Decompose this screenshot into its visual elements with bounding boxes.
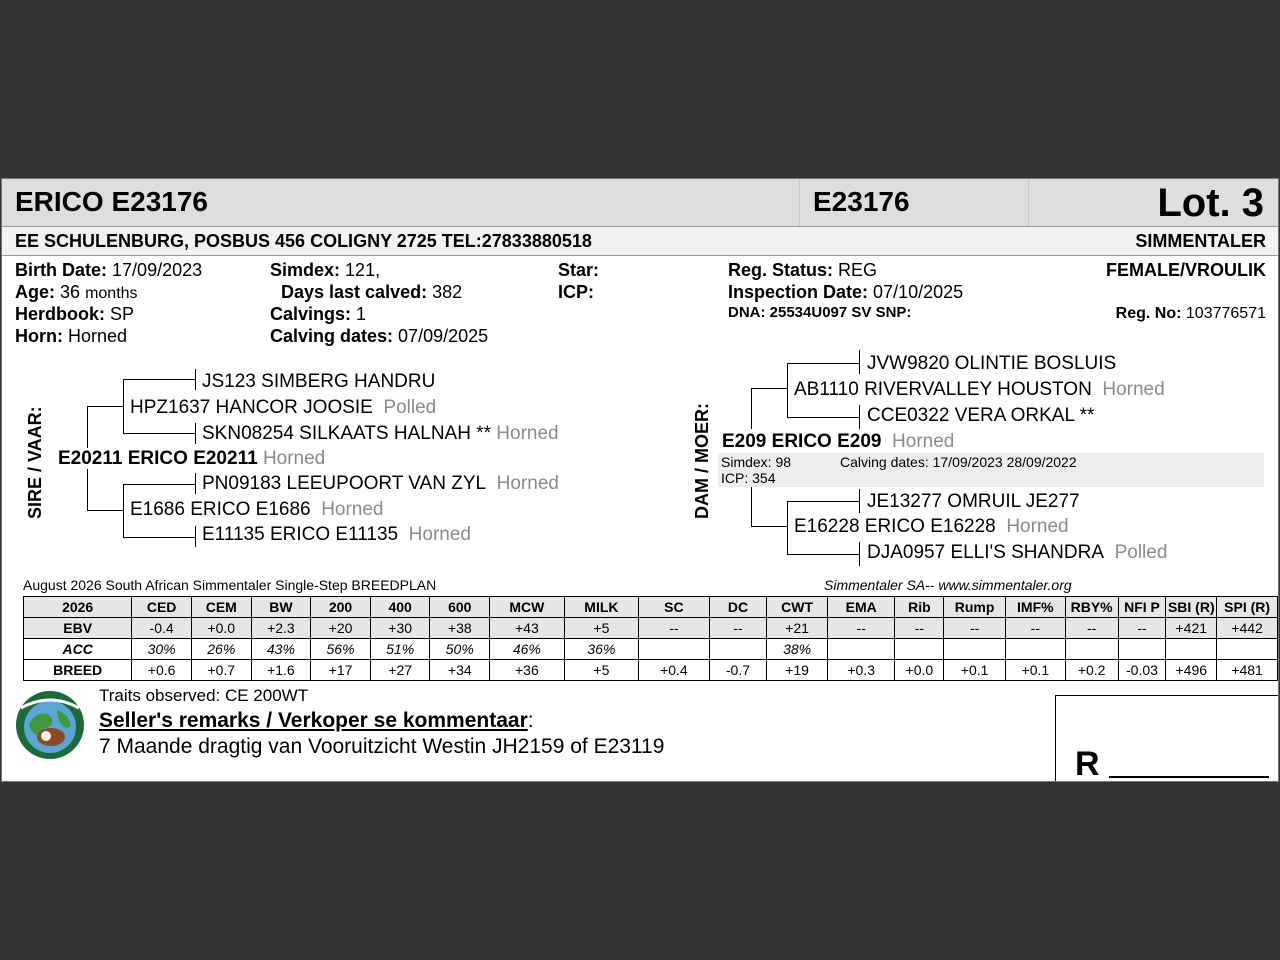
sire-sire-dam: SKN08254 SILKAATS HALNAH ** Horned: [202, 423, 559, 444]
ebv-cell: +0.7: [191, 660, 251, 681]
ebv-cell: [1005, 639, 1065, 660]
ebv-row-label: BREED: [24, 660, 132, 681]
ebv-cell: 200: [311, 597, 371, 618]
sire-dam-dam: E11135 ERICO E11135 Horned: [202, 524, 471, 545]
ebv-cell: SPI (R): [1217, 597, 1278, 618]
ebv-cell: 36%: [564, 639, 639, 660]
ebv-cell: --: [1065, 618, 1118, 639]
ebv-cell: --: [709, 618, 767, 639]
simdex: Simdex: 121,: [270, 260, 381, 280]
sire-label: SIRE / VAAR:: [25, 406, 45, 519]
ebv-cell: 400: [370, 597, 430, 618]
ebv-cell: -0.7: [709, 660, 767, 681]
dam-dam-dam: DJA0957 ELLI'S SHANDRA Polled: [867, 542, 1168, 563]
ebv-values-row: [24, 618, 1278, 639]
remarks-text: 7 Maande dragtig van Vooruitzicht Westin JH2159 of E23119: [99, 735, 665, 758]
ebv-cell: CED: [132, 597, 192, 618]
ebv-cell: [639, 639, 710, 660]
calving-dates: Calving dates: 07/09/2025: [270, 326, 489, 346]
ebv-cell: +38: [430, 618, 490, 639]
lot-card: [1, 178, 1279, 782]
ebv-cell: +5: [564, 660, 639, 681]
ebv-cell: +17: [311, 660, 371, 681]
ebv-cell: +2.3: [251, 618, 311, 639]
age: Age: 36 months: [15, 282, 138, 302]
ebv-cell: 46%: [490, 639, 565, 660]
ebv-cell: Rump: [944, 597, 1006, 618]
ebv-cell: +1.6: [251, 660, 311, 681]
ebv-cell: MILK: [564, 597, 639, 618]
ebv-cell: +442: [1217, 618, 1278, 639]
ebv-cell: +34: [430, 660, 490, 681]
ebv-cell: DC: [709, 597, 767, 618]
ebv-row-label: ACC: [24, 639, 132, 660]
ebv-breed-row: [24, 660, 1278, 681]
owner-bar: [2, 227, 1278, 256]
ebv-cell: --: [639, 618, 710, 639]
ebv-cell: -0.03: [1118, 660, 1166, 681]
ebv-cell: [709, 639, 767, 660]
animal-name: ERICO E23176: [15, 186, 208, 217]
animal-id: E23176: [813, 186, 910, 217]
dam-simdex: Simdex: 98: [721, 454, 792, 470]
ebv-cell: CWT: [767, 597, 828, 618]
ebv-cell: --: [944, 618, 1006, 639]
ebv-cell: +0.1: [944, 660, 1006, 681]
ebv-cell: [895, 639, 944, 660]
reg-number: Reg. No: 103776571: [1115, 305, 1266, 322]
sire-dam-sire: PN09183 LEEUPOORT VAN ZYL Horned: [202, 473, 559, 494]
ebv-cell: MCW: [490, 597, 565, 618]
ebv-cell: 43%: [251, 639, 311, 660]
ebv-cell: --: [827, 618, 895, 639]
simmentaler-globe-logo-icon: [15, 690, 85, 760]
ebv-cell: [827, 639, 895, 660]
ebv-cell: EMA: [827, 597, 895, 618]
ebv-cell: +0.0: [895, 660, 944, 681]
owner-line: EE SCHULENBURG, POSBUS 456 COLIGNY 2725 TEL:27833880518: [15, 231, 592, 251]
ebv-row-label: 2026: [24, 597, 132, 618]
breed-name: SIMMENTALER: [1135, 231, 1266, 251]
ebv-cell: [1118, 639, 1166, 660]
inspection-date: Inspection Date: 07/10/2025: [728, 282, 964, 302]
herdbook: Herdbook: SP: [15, 304, 135, 324]
remarks-heading: Seller's remarks / Verkoper se kommentaar:: [99, 709, 534, 732]
ebv-cell: +0.1: [1005, 660, 1065, 681]
ebv-cell: SBI (R): [1166, 597, 1217, 618]
ebv-cell: 51%: [370, 639, 430, 660]
sire-dam: E1686 ERICO E1686 Horned: [130, 499, 384, 520]
dam-calving-dates: Calving dates: 17/09/2023 28/09/2022: [840, 454, 1077, 470]
ebv-cell: +30: [370, 618, 430, 639]
ebv-cell: +21: [767, 618, 828, 639]
dam-label: DAM / MOER:: [692, 403, 712, 519]
signature-line[interactable]: [1109, 776, 1269, 778]
ebv-cell: --: [1118, 618, 1166, 639]
ebv-cell: 50%: [430, 639, 490, 660]
ebv-cell: 56%: [311, 639, 371, 660]
ebv-cell: IMF%: [1005, 597, 1065, 618]
ebv-cell: +481: [1217, 660, 1278, 681]
days-last-calved: Days last calved: 382: [281, 282, 463, 302]
ebv-cell: NFI P: [1118, 597, 1166, 618]
ebv-cell: 38%: [767, 639, 828, 660]
ebv-cell: +0.6: [132, 660, 192, 681]
ebv-cell: +36: [490, 660, 565, 681]
sex: FEMALE/VROULIK: [1106, 260, 1266, 280]
ebv-header-row: [24, 597, 1278, 618]
dam-dam: E16228 ERICO E16228 Horned: [794, 516, 1069, 537]
ebv-table: [23, 596, 1278, 681]
dam-dam-sire: JE13277 OMRUIL JE277: [867, 491, 1080, 512]
ebv-cell: [944, 639, 1006, 660]
ebv-cell: +20: [311, 618, 371, 639]
ebv-cell: +19: [767, 660, 828, 681]
ebv-cell: Rib: [895, 597, 944, 618]
calvings: Calvings: 1: [270, 304, 367, 324]
ebv-cell: +0.0: [191, 618, 251, 639]
reg-status: Reg. Status: REG: [728, 260, 878, 280]
ebv-cell: [1166, 639, 1217, 660]
breedplan-title: August 2026 South African Simmentaler Single-Step BREEDPLAN: [23, 577, 437, 593]
ebv-cell: --: [1005, 618, 1065, 639]
dam-sire: AB1110 RIVERVALLEY HOUSTON Horned: [794, 379, 1165, 400]
traits-observed: Traits observed: CE 200WT: [99, 686, 309, 705]
ebv-cell: +43: [490, 618, 565, 639]
bid-box: [1055, 695, 1279, 782]
dam-sire-dam: CCE0322 VERA ORKAL **: [867, 405, 1095, 426]
ebv-cell: +0.2: [1065, 660, 1118, 681]
title-bar: [2, 179, 1278, 227]
sire-sire: HPZ1637 HANCOR JOOSIE Polled: [130, 397, 437, 418]
ebv-cell: RBY%: [1065, 597, 1118, 618]
icp-label: ICP:: [558, 282, 594, 302]
sire-sire-sire: JS123 SIMBERG HANDRU: [202, 371, 436, 392]
ebv-cell: [1065, 639, 1118, 660]
ebv-cell: +5: [564, 618, 639, 639]
dam-icp: ICP: 354: [721, 470, 776, 486]
ebv-cell: [1217, 639, 1278, 660]
ebv-cell: SC: [639, 597, 710, 618]
ebv-cell: +27: [370, 660, 430, 681]
dna-info: DNA: 25534U097 SV SNP:: [728, 304, 912, 321]
ebv-cell: 30%: [132, 639, 192, 660]
dam-main: E209 ERICO E209 Horned: [722, 431, 955, 452]
birth-date: Birth Date: 17/09/2023: [15, 260, 203, 280]
sire-main: E20211 ERICO E20211 Horned: [58, 448, 326, 469]
lot-number: Lot. 3: [1157, 181, 1264, 225]
horn-status: Horn: Horned: [15, 326, 128, 346]
ebv-cell: +496: [1166, 660, 1217, 681]
breedplan-site: Simmentaler SA-- www.simmentaler.org: [824, 577, 1072, 593]
ebv-cell: -0.4: [132, 618, 192, 639]
ebv-cell: +0.3: [827, 660, 895, 681]
star-label: Star:: [558, 260, 600, 280]
dam-sire-sire: JVW9820 OLINTIE BOSLUIS: [867, 353, 1117, 374]
ebv-cell: +421: [1166, 618, 1217, 639]
ebv-cell: CEM: [191, 597, 251, 618]
ebv-cell: 26%: [191, 639, 251, 660]
ebv-cell: BW: [251, 597, 311, 618]
ebv-cell: +0.4: [639, 660, 710, 681]
r-label: R: [1075, 745, 1100, 782]
ebv-row-label: EBV: [24, 618, 132, 639]
ebv-cell: 600: [430, 597, 490, 618]
ebv-cell: --: [895, 618, 944, 639]
ebv-acc-row: [24, 639, 1278, 660]
